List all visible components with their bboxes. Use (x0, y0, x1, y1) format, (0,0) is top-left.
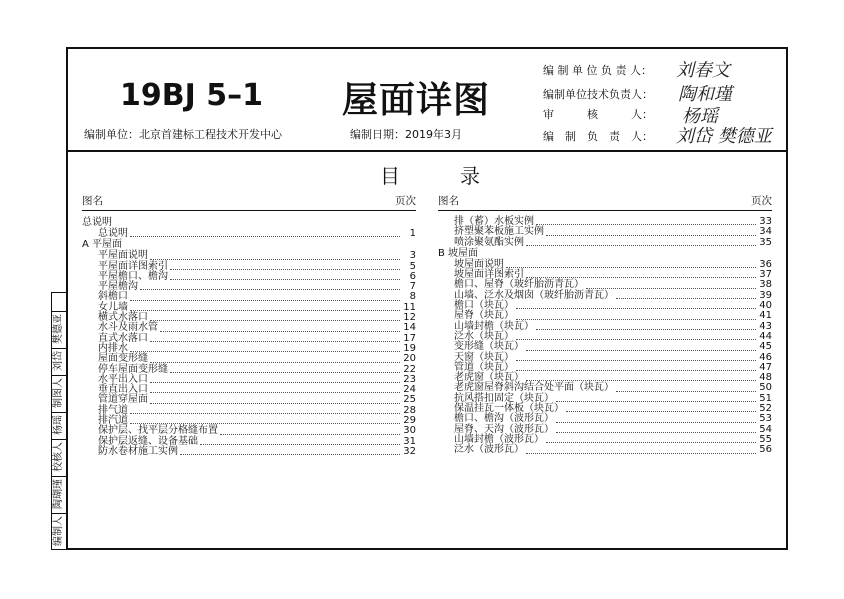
toc-leader-dots (130, 309, 400, 311)
toc-entry-title: 直式水落口 (98, 332, 148, 344)
toc-entry-page: 55 (759, 433, 772, 445)
toc-entry-page: 35 (759, 236, 772, 248)
toc-leader-dots (506, 266, 756, 268)
toc-leader-dots (536, 328, 756, 330)
toc-leader-dots (566, 410, 756, 412)
toc-leader-dots (150, 391, 400, 393)
toc-entry-title: 坡屋面详图索引 (454, 269, 524, 281)
toc-entry-title: 停车屋面变形缝 (98, 363, 168, 375)
toc-title-char: 录 (460, 164, 480, 188)
toc-entry-page: 34 (759, 226, 772, 238)
signature-strip-item: 樊德亚 (51, 311, 67, 346)
toc-leader-dots (556, 431, 756, 433)
toc-left-column (82, 193, 416, 457)
toc-entry-page: 24 (403, 384, 416, 396)
toc-entry-title: 老虎窗（块瓦） (454, 372, 524, 384)
signature-strip-item: 刘岱 (51, 348, 67, 373)
toc-entry-page: 32 (403, 445, 416, 457)
responsible-label: 编制单位技术负责人： (543, 88, 653, 101)
toc-entry (82, 292, 416, 302)
atlas-title: 屋面详图 (342, 80, 491, 121)
toc-leader-dots (556, 421, 756, 423)
toc-entry-title: 坡屋面说明 (454, 258, 504, 270)
toc-entry-title: 保护层、找平层分格缝布置 (98, 425, 218, 437)
toc-entry-title: 喷涂聚氨酯实例 (454, 236, 524, 248)
toc-entry-page: 43 (759, 320, 772, 332)
toc-entry-title: 排气道 (98, 404, 128, 416)
toc-entry-page: 40 (759, 300, 772, 312)
toc-entry (82, 447, 416, 457)
signature-strip-item: 校核人 (51, 439, 67, 474)
toc-leader-dots (526, 349, 756, 351)
toc-entry-page: 7 (409, 281, 416, 293)
col-page-label: 页次 (395, 195, 416, 207)
toc-entry-page: 19 (403, 342, 416, 354)
toc-leader-dots (546, 234, 756, 236)
toc-entry-page: 30 (403, 425, 416, 437)
toc-leader-dots (616, 297, 756, 299)
toc-leader-dots (160, 330, 400, 332)
toc-left-list (82, 217, 416, 457)
toc-entry-page: 41 (759, 310, 772, 322)
toc-leader-dots (536, 223, 756, 225)
toc-entry-page: 11 (403, 301, 416, 313)
toc-leader-dots (130, 412, 400, 414)
toc-title-char: 目 (380, 164, 400, 188)
toc-entry-title: 抗风搭扣固定（块瓦） (454, 392, 554, 404)
signature-strip-item: 杨瑶 (51, 412, 67, 437)
toc-entry-page: 54 (759, 423, 772, 435)
toc-entry (82, 282, 416, 292)
toc-leader-dots (150, 361, 400, 363)
signature-strip-item: 陶瑚瑾 (51, 476, 67, 511)
toc-entry-page: 45 (759, 341, 772, 353)
responsible-label: 编 制 单 位 负 责 人： (543, 64, 652, 77)
toc-entry-title: 山墙封檐（波形瓦） (454, 433, 544, 445)
toc-entry-page: 5 (409, 260, 416, 272)
toc-entry-page: 48 (759, 372, 772, 384)
toc-leader-dots (526, 452, 756, 454)
toc-entry-title: 保温挂瓦一体板（块瓦） (454, 403, 564, 415)
toc-leader-dots (150, 258, 400, 260)
signature-strip-item: 制图人 (51, 375, 67, 410)
toc-leader-dots (170, 278, 400, 280)
toc-entry-title: 管道（块瓦） (454, 361, 514, 373)
toc-entry (82, 229, 416, 239)
toc-title (380, 160, 480, 189)
signature: 陶和瑾 (678, 84, 732, 105)
toc-entry-title: 檐口、屋脊（玻纤胎沥青瓦） (454, 279, 584, 291)
toc-entry-page: 28 (403, 404, 416, 416)
col-name-label: 图名 (82, 195, 103, 207)
toc-entry-title: 天窗（块瓦） (454, 351, 514, 363)
toc-leader-dots (170, 371, 400, 373)
compile-unit: 编制单位：北京首建标工程技术开发中心 (84, 128, 282, 141)
toc-entry-page: 14 (403, 322, 416, 334)
toc-leader-dots (516, 369, 756, 371)
toc-entry-title: B 坡屋面 (438, 247, 479, 259)
toc-entry-title: 泛水（块瓦） (454, 330, 514, 342)
toc-entry (438, 445, 772, 455)
toc-entry-title: 变形缝（块瓦） (454, 341, 524, 353)
toc-entry-page: 36 (759, 258, 772, 270)
toc-leader-dots (150, 319, 400, 321)
toc-entry-page: 39 (759, 289, 772, 301)
toc-entry-title: A 平屋面 (82, 239, 123, 251)
toc-entry-page: 52 (759, 403, 772, 415)
toc-leader-dots (220, 433, 400, 435)
toc-entry-title: 泛水（波形瓦） (454, 444, 524, 456)
responsible-label: 编 制 负 责 人： (543, 130, 653, 143)
toc-leader-dots (556, 400, 756, 402)
toc-leader-dots (150, 340, 400, 342)
toc-entry-page: 46 (759, 351, 772, 363)
toc-entry-page: 6 (409, 270, 416, 282)
toc-right-list (438, 217, 772, 456)
toc-leader-dots (170, 268, 400, 270)
signature: 刘岱 樊德亚 (676, 126, 772, 147)
toc-entry-title: 檐口、檐沟（波形瓦） (454, 413, 554, 425)
toc-entry-title: 女儿墙 (98, 301, 128, 313)
toc-entry-title: 垂直出入口 (98, 384, 148, 396)
toc-entry-title: 平屋檐沟 (98, 281, 138, 293)
toc-entry-title: 斜檐口 (98, 291, 128, 303)
compile-date: 编制日期：2019年3月 (350, 128, 462, 141)
toc-entry-page: 23 (403, 373, 416, 385)
toc-entry-title: 防水卷材施工实例 (98, 445, 178, 457)
toc-entry-page: 20 (403, 353, 416, 365)
toc-section-heading (82, 217, 416, 229)
toc-entry-title: 挤塑聚苯板施工实例 (454, 226, 544, 238)
toc-entry (82, 406, 416, 416)
toc-entry-title: 水斗及雨水管 (98, 322, 158, 334)
toc-entry-page: 3 (409, 250, 416, 262)
toc-right-column (438, 193, 772, 456)
signature-strip-item: 编制人 (51, 513, 67, 548)
toc-entry-page: 12 (403, 312, 416, 324)
toc-entry (82, 395, 416, 405)
toc-entry-title: 排（蓄）水板实例 (454, 216, 534, 227)
toc-entry-page: 51 (759, 392, 772, 404)
toc-leader-dots (140, 288, 400, 290)
toc-entry-page: 17 (403, 332, 416, 344)
toc-entry-title: 平屋面说明 (98, 250, 148, 262)
toc-entry-title: 屋脊、天沟（波形瓦） (454, 423, 554, 435)
toc-entry-title: 内排水 (98, 342, 128, 354)
toc-entry-title: 屋面变形缝 (98, 353, 148, 365)
toc-entry (82, 334, 416, 344)
toc-entry-page: 44 (759, 330, 772, 342)
toc-entry-title: 山墙、泛水及烟囱（玻纤胎沥青瓦） (454, 289, 614, 301)
toc-entry-page: 50 (759, 382, 772, 394)
toc-entry-page: 29 (403, 415, 416, 427)
col-name-label: 图名 (438, 195, 459, 207)
col-page-label: 页次 (751, 195, 772, 207)
responsible-label: 审 核 人： (543, 108, 653, 121)
toc-column-header (82, 193, 416, 211)
toc-entry-page: 1 (409, 228, 416, 239)
toc-entry-title: 山墙封檐（块瓦） (454, 320, 534, 332)
toc-column-header (438, 193, 772, 211)
toc-entry-title: 排汽道 (98, 415, 128, 427)
toc-entry-title: 总说明 (98, 228, 128, 239)
toc-entry-title: 平屋檐口、檐沟 (98, 270, 168, 282)
toc-leader-dots (586, 287, 756, 289)
toc-entry-title: 保护层返缝、设备基础 (98, 435, 198, 447)
toc-leader-dots (516, 338, 756, 340)
signature: 杨瑶 (682, 106, 718, 127)
toc-entry-page: 37 (759, 269, 772, 281)
toc-entry-title: 平屋面详图索引 (98, 260, 168, 272)
toc-leader-dots (130, 299, 400, 301)
toc-entry-title: 屋脊（块瓦） (454, 310, 514, 322)
toc-leader-dots (526, 244, 756, 246)
toc-entry-page: 22 (403, 363, 416, 375)
toc-entry-page: 56 (759, 444, 772, 456)
toc-entry-title: 老虎窗屋脊斜沟结合处平面（块瓦） (454, 382, 614, 394)
atlas-code: 19BJ 5–1 (120, 78, 263, 113)
toc-leader-dots (546, 441, 756, 443)
toc-leader-dots (150, 402, 400, 404)
header-divider (66, 150, 788, 152)
signature-strip-text (51, 292, 67, 548)
toc-entry-title: 管道穿屋面 (98, 394, 148, 406)
toc-leader-dots (516, 318, 756, 320)
toc-leader-dots (616, 390, 756, 392)
toc-entry-page: 38 (759, 279, 772, 291)
toc-entry-title: 檐口（块瓦） (454, 300, 514, 312)
toc-leader-dots (130, 350, 400, 352)
toc-entry-title: 水平出入口 (98, 373, 148, 385)
toc-leader-dots (200, 443, 400, 445)
signature: 刘春文 (676, 60, 730, 81)
toc-entry-page: 31 (403, 435, 416, 447)
toc-entry-page: 47 (759, 361, 772, 373)
toc-leader-dots (150, 381, 400, 383)
toc-entry-page: 25 (403, 394, 416, 406)
toc-entry-title: 总说明 (82, 217, 112, 228)
toc-entry-title: 横式水落口 (98, 312, 148, 324)
toc-entry-page: 53 (759, 413, 772, 425)
toc-entry (438, 238, 772, 248)
toc-leader-dots (516, 359, 756, 361)
toc-leader-dots (516, 307, 756, 309)
toc-leader-dots (180, 453, 400, 455)
toc-entry-page: 33 (759, 216, 772, 227)
toc-entry-page: 8 (409, 291, 416, 303)
toc-leader-dots (130, 235, 400, 237)
